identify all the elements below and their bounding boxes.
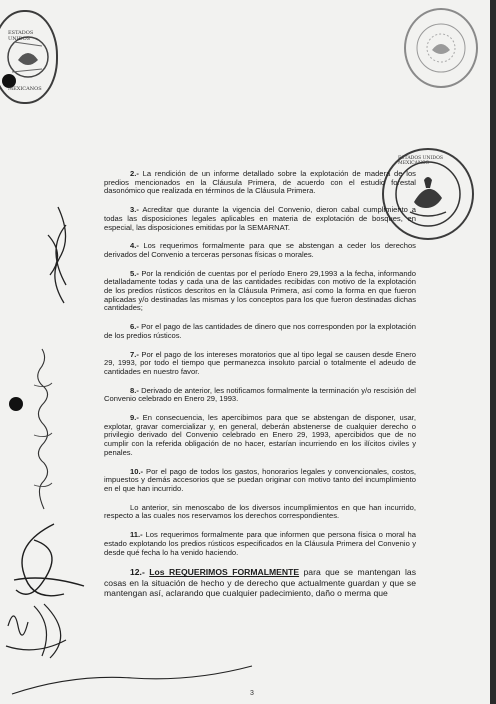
notary-seal-top-right: [404, 8, 478, 88]
paragraph-number: 2.-: [130, 169, 139, 178]
paragraph-text: Los requerimos formalmente para que se abstengan a ceder los derechos derivados del Convenio a terceras personas físicas o morales.: [104, 241, 416, 259]
paragraph-text: Por la rendición de cuentas por el período Enero 29,1993 a la fecha, informando detalladamente todas y cada una de las cantidades recibidas con motivo de la explotación de los predios rústicos descritos en la Cláusula Primera, así como la forma en que fueron aplicadas y/o destinadas las mismas y los conceptos para los que fueron destinadas dichas cantidades;: [104, 268, 416, 313]
seal-emblem-icon: [406, 10, 476, 86]
paragraph-text: para que se mantengan las cosas en la situación de hecho y de derecho que actualmente guardan y que se mantengan así, aclarando que cualquier padecimiento, daño o merma que: [104, 567, 416, 599]
paragraph: [104, 170, 416, 196]
page-edge-shadow: [490, 0, 496, 704]
paragraph-number: 9.-: [130, 413, 139, 423]
notary-seal-top-left: [0, 10, 58, 104]
paragraph: [104, 387, 416, 404]
paragraph-text: Lo anterior, sin menoscabo de los diversos incumplimientos en que han incurrido, respecto a las cuales nos reservamos los derechos correspondientes.: [104, 502, 416, 521]
paragraph-final: [104, 567, 416, 599]
paragraph-text: La rendición de un informe detallado sobre la explotación de madera de los predios mencionados en la Cláusula Primera, de acuerdo con el estudio forestal dasonómico que realizada en términos de la Cláusula Primera.: [104, 169, 416, 196]
paragraph: [104, 323, 416, 340]
paragraph-number: 5.-: [130, 268, 139, 278]
paragraph-text: Por el pago de las cantidades de dinero que nos corresponden por la explotación de los predios rústicos.: [104, 322, 416, 340]
paragraph-text: Por el pago de todos los gastos, honorarios legales y convencionales, costos, impuestos y demás accesorios que se puedan originar con motivo tanto del incumplimiento en el que han incurrido.: [104, 466, 416, 493]
signature-initials: [4, 596, 84, 666]
signature-bottom-line: [10, 664, 260, 704]
paragraph-emphasis: Los REQUERIMOS FORMALMENTE: [149, 567, 300, 578]
paragraph-number: 10.-: [130, 466, 144, 476]
seal-text: ESTADOS UNIDOS: [8, 30, 34, 42]
paragraph-number: 12.-: [130, 567, 145, 578]
signature-left-upper: [40, 205, 76, 305]
paragraph-number: 3.-: [130, 205, 139, 215]
paragraph: [104, 242, 416, 259]
seal-text: ESTADOS UNIDOS MEXICANOS: [398, 156, 443, 166]
punch-hole: [9, 397, 23, 411]
paragraph: [104, 206, 416, 232]
paragraph-text: Por el pago de los intereses moratorios que al tipo legal se causen desde Enero 29, 1993, por todo el tiempo que permanezca insoluto parcial o totalmente el adeudo de cantidades en nuestro favor.: [104, 349, 416, 376]
paragraph-number: 7.-: [130, 349, 139, 359]
paragraph-number: 11.-: [130, 530, 143, 540]
paragraph: [104, 270, 416, 314]
paragraph-text: Derivado de anterior, les notificamos formalmente la terminación y/o rescisión del Convenio celebrado en Enero 29, 1993.: [104, 385, 416, 404]
paragraph-text: Los requerimos formalmente para que informen que persona física o moral ha estado explotando los predios rústicos especificados en la Cláusula Primera del Convenio y desde qué fecha lo ha venido haciendo.: [104, 530, 416, 557]
paragraph-number: 8.-: [130, 385, 139, 395]
page-mark: 3: [250, 690, 254, 697]
paragraph: [104, 351, 416, 377]
paragraph: [104, 504, 416, 521]
paragraph-text: En consecuencia, les apercibimos para que se abstengan de disponer, usar, explotar, gravar comercializar y, en general, deberán abstenerse de cualquier derecho o privilegio derivado del Convenio celebrado en Enero 29, 1993, apercibidos que de no cumplir con la referida obligación de no hacer, estarían incurriendo en los ilícitos civiles y penales.: [104, 413, 416, 457]
paragraph: [104, 468, 416, 494]
paragraph-number: 6.-: [130, 322, 139, 332]
paragraph: [104, 531, 416, 557]
seal-text: MEXICANOS: [8, 86, 42, 92]
paragraph-text: Acreditar que durante la vigencia del Convenio, dieron cabal cumplimiento a todas las disposiciones legales aplicables en materia de explotación de bosques, en especial, las disposiciones emitidas por la SEMARNAT.: [104, 205, 416, 232]
document-body: [104, 170, 416, 609]
handwritten-margin-note: [28, 345, 58, 515]
paragraph: [104, 414, 416, 458]
paragraph-number: 4.-: [130, 241, 139, 251]
